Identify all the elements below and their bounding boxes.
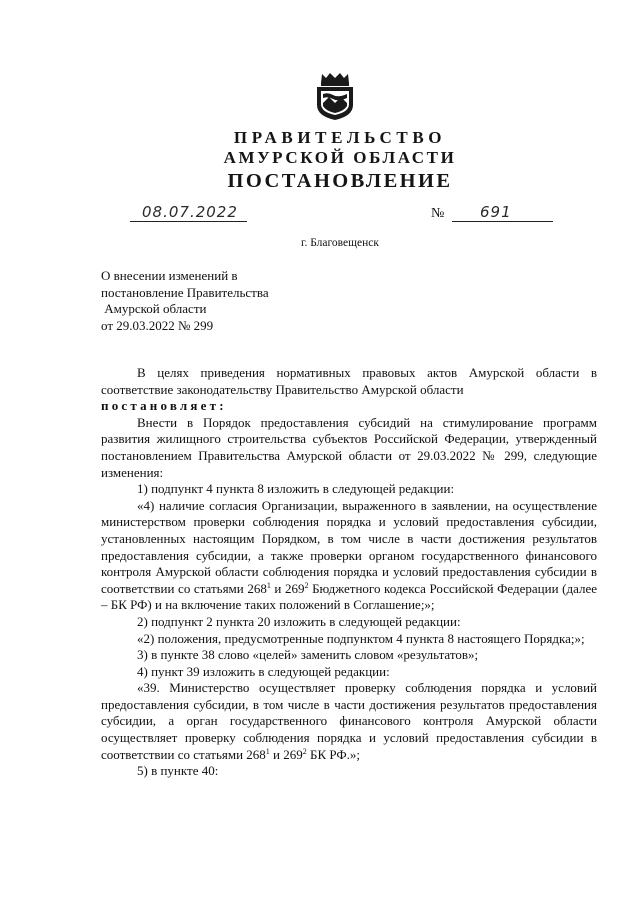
paragraph: 3) в пункте 38 слово «целей» заменить словом «результатов»;: [137, 647, 479, 663]
paragraph: 1) подпункт 4 пункта 8 изложить в следующей редакции:: [137, 481, 455, 497]
subject-line: от 29.03.2022 № 299: [101, 317, 214, 333]
subject-line: О внесении изменений в: [101, 268, 238, 283]
paragraph: 2) подпункт 2 пункта 20 изложить в следующей редакции:: [137, 613, 461, 629]
government-title: ПРАВИТЕЛЬСТВО: [233, 128, 447, 147]
paragraph: Внести в Порядок предоставления субсидий на стимулирование программ развития жилищного строительства субъектов Российской Федерации, утвержденный постановлением Правительства Амурской области от 29.03.2022 № 299, следующие изменения:: [101, 414, 597, 480]
subject-line: постановление Правительства: [101, 284, 269, 300]
paragraph: 5) в пункте 40:: [137, 763, 219, 779]
document-type-title: ПОСТАНОВЛЕНИЕ: [227, 170, 453, 192]
document-subject: [101, 268, 269, 334]
amur-region-emblem: [314, 71, 356, 121]
paragraph: «2) положения, предусмотренные подпунктом 4 пункта 8 настоящего Порядка;»;: [137, 630, 585, 646]
paragraph: 4) пункт 39 изложить в следующей редакции:: [137, 663, 390, 679]
paragraph: «4) наличие согласия Организации, выраженного в заявлении, на осуществление министерством проверки соблюдения порядка и условий предоставления субсидии, установленных настоящим Порядком, в том числе в части достижения результатов предоставления субсидии, а также проверки органом государственного финансового контроля Амурской области соблюдения порядка и условий предоставления субсидии в соответствии со статьями $268^1$ и $269^2$ Бюджетного кодекса Российской Федерации (далее – БК РФ) и на включение таких положений в Соглашение;»;: [101, 497, 597, 613]
paragraph: «39. Министерство осуществляет проверку соблюдения порядка и условий предоставления субсидии, в том числе в части достижения результатов предоставления субсидии, а орган государственного финансового контроля Амурской области осуществляет проверку соблюдения порядка и условий предоставления субсидии в соответствии со статьями $268^1$ и $269^2$ БК РФ.»;: [101, 680, 597, 762]
number-sign: №: [431, 206, 445, 221]
subject-line: Амурской области: [101, 301, 207, 316]
date-underline: [130, 221, 247, 222]
resolution-word: постановляет:: [101, 398, 227, 414]
document-date: 08.07.2022: [142, 203, 238, 221]
paragraph: В целях приведения нормативных правовых актов Амурской области в соответствие законодательству Правительство Амурской области: [101, 365, 597, 397]
number-underline: [452, 221, 553, 222]
document-number: 691: [480, 203, 512, 221]
document-body: [101, 365, 597, 780]
region-title: АМУРСКОЙ ОБЛАСТИ: [223, 148, 457, 167]
city: г. Благовещенск: [301, 237, 379, 249]
